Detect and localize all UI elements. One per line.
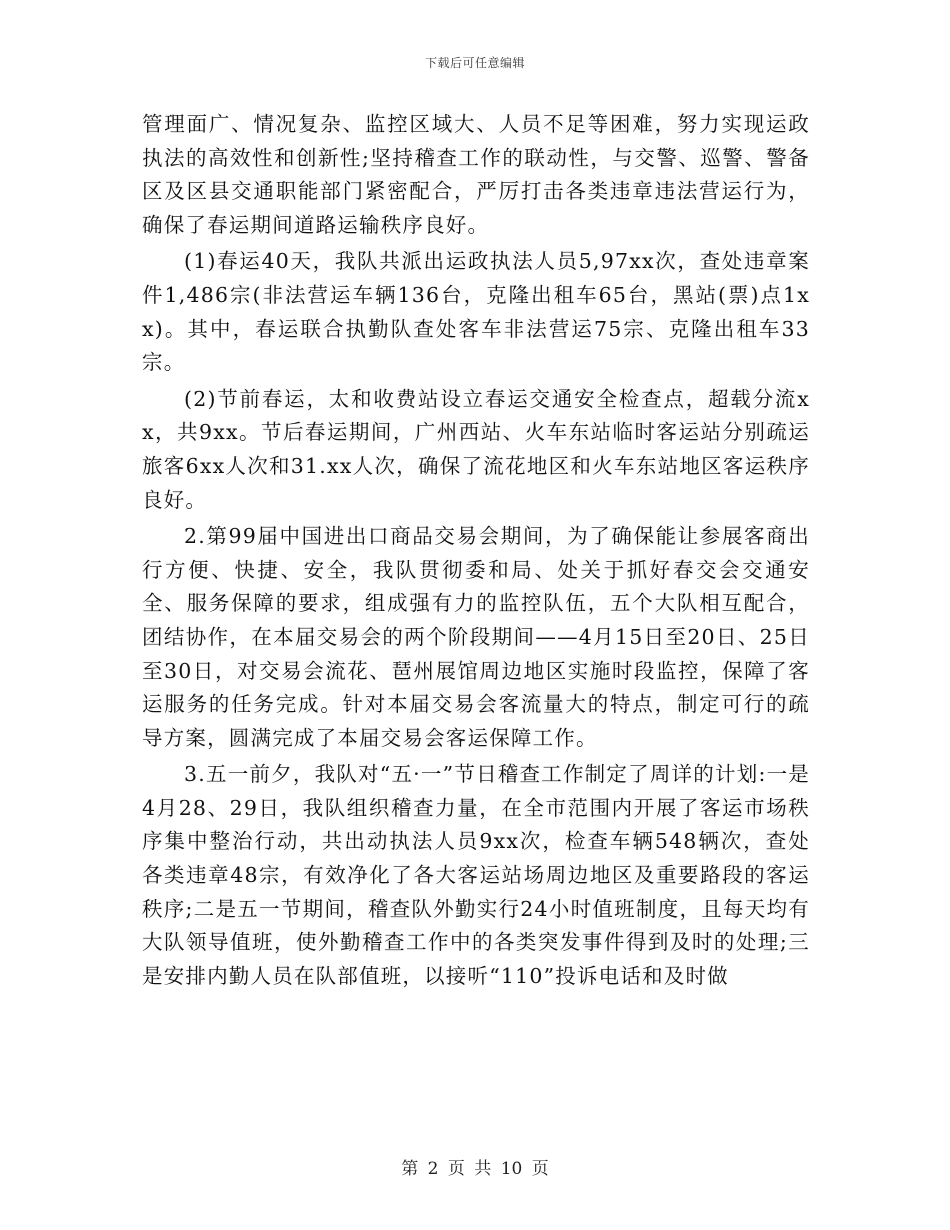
paragraph-3: (2)节前春运，太和收费站设立春运交通安全检查点，超载分流xx，共9xx。节后春运期间，广州西站、火车东站临时客运站分别疏运旅客6xx人次和31.xx人次，确保了流花地区和火车东站地区客运秩序良好。	[142, 386, 810, 512]
paragraph-5: 3.五一前夕，我队对“五·一”节日稽查工作制定了周详的计划:一是4月28、29日，我队组织稽查力量，在全市范围内开展了客运市场秩序集中整治行动，共出动执法人员9xx次，检查车辆548辆次，查处各类违章48宗，有效净化了各大客运站场周边地区及重要路段的客运秩序;二是五一节期间，稽查队外勤实行24小时值班制度，且每天均有大队领导值班，使外勤稽查工作中的各类突发事件得到及时的处理;三是安排内勤人员在队部值班，以接听“110”投诉电话和及时做	[142, 762, 810, 988]
document-body	[142, 108, 810, 993]
page-header: 下载后可任意编辑	[424, 56, 525, 70]
page-footer: 第 2 页 共 10 页	[401, 1159, 549, 1179]
paragraph-2: (1)春运40天，我队共派出运政执法人员5,97xx次，查处违章案件1,486宗(非法营运车辆136台，克隆出租车65台，黑站(票)点1xx)。其中，春运联合执勤队查处客车非法营运75宗、克隆出租车33宗。	[142, 249, 810, 375]
paragraph-4: 2.第99届中国进出口商品交易会期间，为了确保能让参展客商出行方便、快捷、安全，我队贯彻委和局、处关于抓好春交会交通安全、服务保障的要求，组成强有力的监控队伍，五个大队相互配合，团结协作，在本届交易会的两个阶段期间——4月15日至20日、25日至30日，对交易会流花、琶州展馆周边地区实施时段监控，保障了客运服务的任务完成。针对本届交易会客流量大的特点，制定可行的疏导方案，圆满完成了本届交易会客运保障工作。	[142, 524, 810, 750]
paragraph-1: 管理面广、情况复杂、监控区域大、人员不足等困难，努力实现运政执法的高效性和创新性;坚持稽查工作的联动性，与交警、巡警、警备区及区县交通职能部门紧密配合，严厉打击各类违章违法营运行为，确保了春运期间道路运输秩序良好。	[142, 112, 810, 237]
